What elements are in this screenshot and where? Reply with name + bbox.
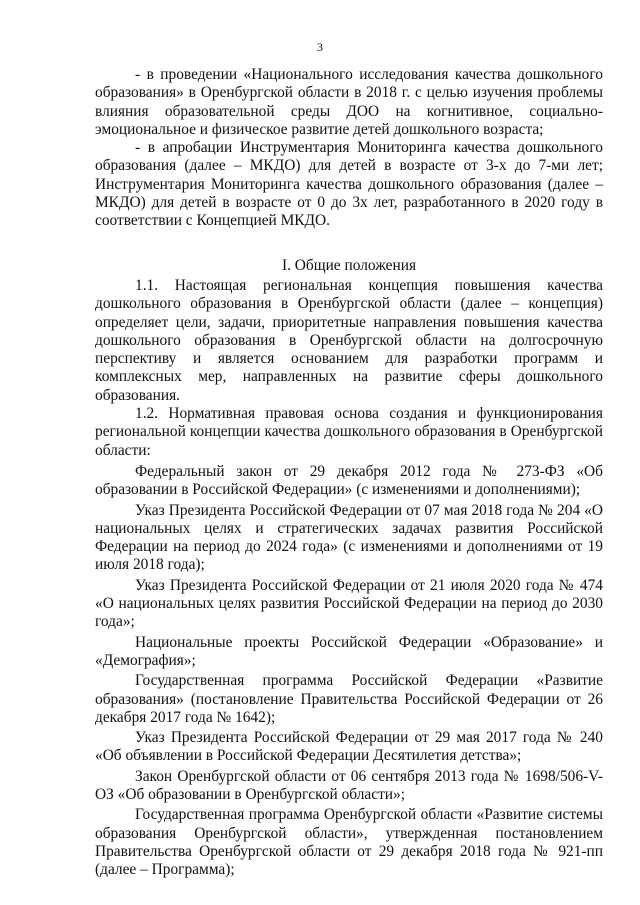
- section-title: I. Общие положения: [281, 256, 417, 274]
- document-body: [95, 66, 603, 879]
- legal-basis-item-8: Государственная программа Оренбургской области «Развитие системы образования Оренбургской области», утвержденная постановлением Правительства Оренбургской области от 29 декабря 2018 года № 921-пп (далее – Программа);: [95, 806, 603, 879]
- legal-basis-item-4: Национальные проекты Российской Федерации «Образование» и «Демография»;: [95, 633, 603, 669]
- page-number: 3: [317, 40, 323, 54]
- legal-basis-item-6: Указ Президента Российской Федерации от 29 мая 2017 года № 240 «Об объявлении в Российской Федерации Десятилетия детства»;: [95, 729, 603, 765]
- paragraph-1-2: 1.2. Нормативная правовая основа создания и функционирования региональной концепции качества дошкольного образования в Оренбургской области:: [95, 405, 603, 459]
- legal-basis-item-2: Указ Президента Российской Федерации от 07 мая 2018 года № 204 «О национальных целях и стратегических задачах развития Российской Федерации на период до 2024 года» (с изменениями и дополнениями от 19 июля 2018 года);: [95, 501, 603, 574]
- legal-basis-item-3: Указ Президента Российской Федерации от 21 июля 2020 года № 474 «О национальных целях развития Российской Федерации на период до 2030 года»;: [95, 576, 603, 631]
- paragraph-1-1: 1.1. Настоящая региональная концепция повышения качества дошкольного образования в Оренбургской области (далее – концепция) определяет цели, задачи, приоритетные направления повышения качества дошкольного образования в Оренбургской области на долгосрочную перспективу и является основанием для разработки программ и комплексных мер, направленных на развитие сферы дошкольного образования.: [95, 276, 603, 404]
- intro-bullet-2: - в апробации Инструментария Мониторинга качества дошкольного образования (далее – МКДО) для детей в возрасте от 3-х до 7-ми лет; Инструментария Мониторинга качества дошкольного образования (далее – МКДО) для детей в возрасте от 0 до 3х лет, разработанного в 2020 году в соответствии с Концепцией МКДО.: [95, 139, 603, 230]
- legal-basis-item-1: Федеральный закон от 29 декабря 2012 года № 273-ФЗ «Об образовании в Российской Федерации» (с изменениями и дополнениями);: [95, 462, 603, 499]
- legal-basis-item-7: Закон Оренбургской области от 06 сентября 2013 года № 1698/506-V-ОЗ «Об образовании в Оренбургской области»;: [95, 767, 603, 803]
- legal-basis-item-5: Государственная программа Российской Федерации «Развитие образования» (постановление Правительства Российской Федерации от 26 декабря 2017 года № 1642);: [95, 672, 603, 726]
- intro-bullet-1: - в проведении «Национального исследования качества дошкольного образования» в Оренбургской области в 2018 г. с целью изучения проблемы влияния образовательной среды ДОО на когнитивное, социально-эмоциональное и физическое развитие детей дошкольного возраста;: [95, 66, 603, 138]
